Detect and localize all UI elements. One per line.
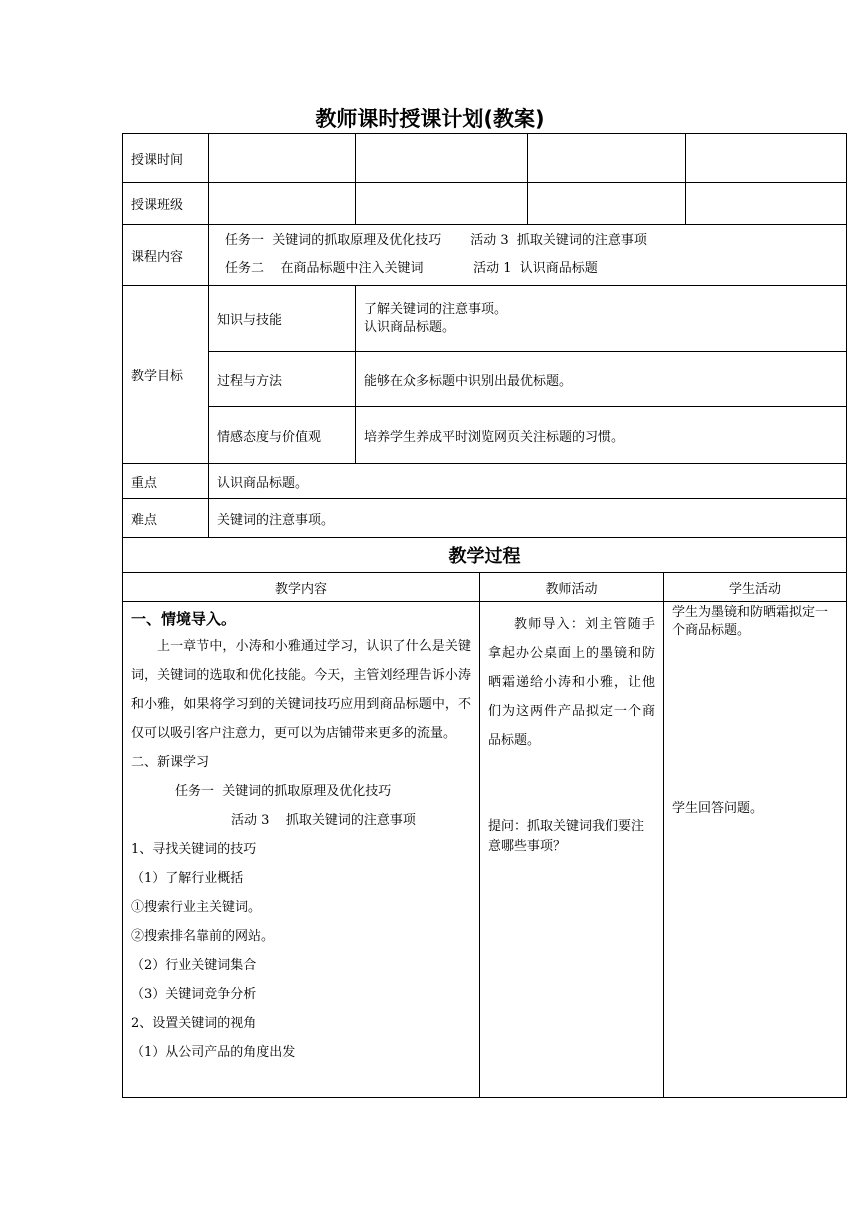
content-line-1: 任务一 关键词的抓取原理及优化技巧 活动 3 抓取关键词的注意事项 xyxy=(225,233,647,248)
header-content: 教学内容 xyxy=(123,573,480,602)
class-cell-1 xyxy=(209,183,356,225)
content-line-2: 任务二 在商品标题中注入关键词 活动 1 认识商品标题 xyxy=(225,261,598,276)
goal-label-process: 过程与方法 xyxy=(209,352,356,407)
teacher-intro: 教师导入：刘主管随手拿起办公桌面上的墨镜和防晒霜递给小涛和小雅，让他们为这两件产品拟定一个商品标题。 xyxy=(488,617,655,748)
info-table xyxy=(122,133,847,538)
content-line-4: ②搜索排名靠前的网站。 xyxy=(131,929,275,944)
process-table xyxy=(122,537,847,1098)
goal-label-attitude: 情感态度与价值观 xyxy=(209,407,356,464)
page-title: 教师课时授课计划(教案) xyxy=(315,107,545,131)
goals-label: 教学目标 xyxy=(123,286,209,464)
time-label: 授课时间 xyxy=(123,134,209,183)
content-value xyxy=(209,225,847,286)
row-difficulty xyxy=(123,499,847,538)
difficulty-label: 难点 xyxy=(123,499,209,538)
time-cell-1 xyxy=(209,134,356,183)
process-title: 教学过程 xyxy=(123,538,847,573)
goal-knowledge-line-2: 认识商品标题。 xyxy=(364,319,456,335)
goal-value-attitude: 培养学生养成平时浏览网页关注标题的习惯。 xyxy=(356,407,847,464)
content-line-5: （2）行业关键词集合 xyxy=(131,958,257,973)
goal-label-knowledge: 知识与技能 xyxy=(209,286,356,352)
process-title-row xyxy=(123,538,847,573)
row-goal-process xyxy=(123,352,847,407)
content-line-1: 1、寻找关键词的技巧 xyxy=(131,842,257,857)
teacher-cell xyxy=(480,602,664,1098)
goal-value-process: 能够在众多标题中识别出最优标题。 xyxy=(356,352,847,407)
header-teacher: 教师活动 xyxy=(480,573,664,602)
time-cell-4 xyxy=(686,134,847,183)
section-intro-heading: 一、情境导入。 xyxy=(131,610,237,628)
teacher-question: 提问：抓取关键词我们要注意哪些事项？ xyxy=(488,819,645,854)
difficulty-value: 关键词的注意事项。 xyxy=(209,499,847,538)
activity-line: 活动 3 抓取关键词的注意事项 xyxy=(231,813,416,828)
row-key xyxy=(123,464,847,499)
content-label: 课程内容 xyxy=(123,225,209,286)
row-time xyxy=(123,134,847,183)
time-cell-3 xyxy=(528,134,686,183)
class-cell-3 xyxy=(528,183,686,225)
student-task: 学生为墨镜和防晒霜拟定一个商品标题。 xyxy=(672,605,829,638)
content-line-8: （1）从公司产品的角度出发 xyxy=(131,1045,296,1060)
row-goal-knowledge xyxy=(123,286,847,352)
task-line: 任务一 关键词的抓取原理及优化技巧 xyxy=(175,784,392,799)
class-cell-2 xyxy=(356,183,528,225)
row-goal-attitude xyxy=(123,407,847,464)
section-new-heading: 二、新课学习 xyxy=(131,755,210,770)
key-value: 认识商品标题。 xyxy=(209,464,847,499)
goal-knowledge-line-1: 了解关键词的注意事项。 xyxy=(364,301,508,317)
student-cell xyxy=(664,602,847,1098)
intro-paragraph: 上一章节中，小涛和小雅通过学习，认识了什么是关键词，关键词的选取和优化技能。今天，主管刘经理告诉小涛和小雅，如果将学习到的关键词技巧应用到商品标题中，不仅可以吸引客户注意力，更可以为店铺带来更多的流量。 xyxy=(131,639,471,741)
content-line-3: ①搜索行业主关键词。 xyxy=(131,900,262,915)
class-cell-4 xyxy=(686,183,847,225)
row-content xyxy=(123,225,847,286)
student-answer: 学生回答问题。 xyxy=(672,801,764,816)
class-label: 授课班级 xyxy=(123,183,209,225)
content-line-7: 2、设置关键词的视角 xyxy=(131,1016,257,1031)
row-class xyxy=(123,183,847,225)
process-header-row xyxy=(123,573,847,602)
key-label: 重点 xyxy=(123,464,209,499)
content-cell xyxy=(123,602,480,1098)
content-line-2: （1）了解行业概括 xyxy=(131,871,244,886)
process-body-row xyxy=(123,602,847,1098)
time-cell-2 xyxy=(356,134,528,183)
goal-value-knowledge xyxy=(356,286,847,352)
header-student: 学生活动 xyxy=(664,573,847,602)
content-line-6: （3）关键词竞争分析 xyxy=(131,987,257,1002)
